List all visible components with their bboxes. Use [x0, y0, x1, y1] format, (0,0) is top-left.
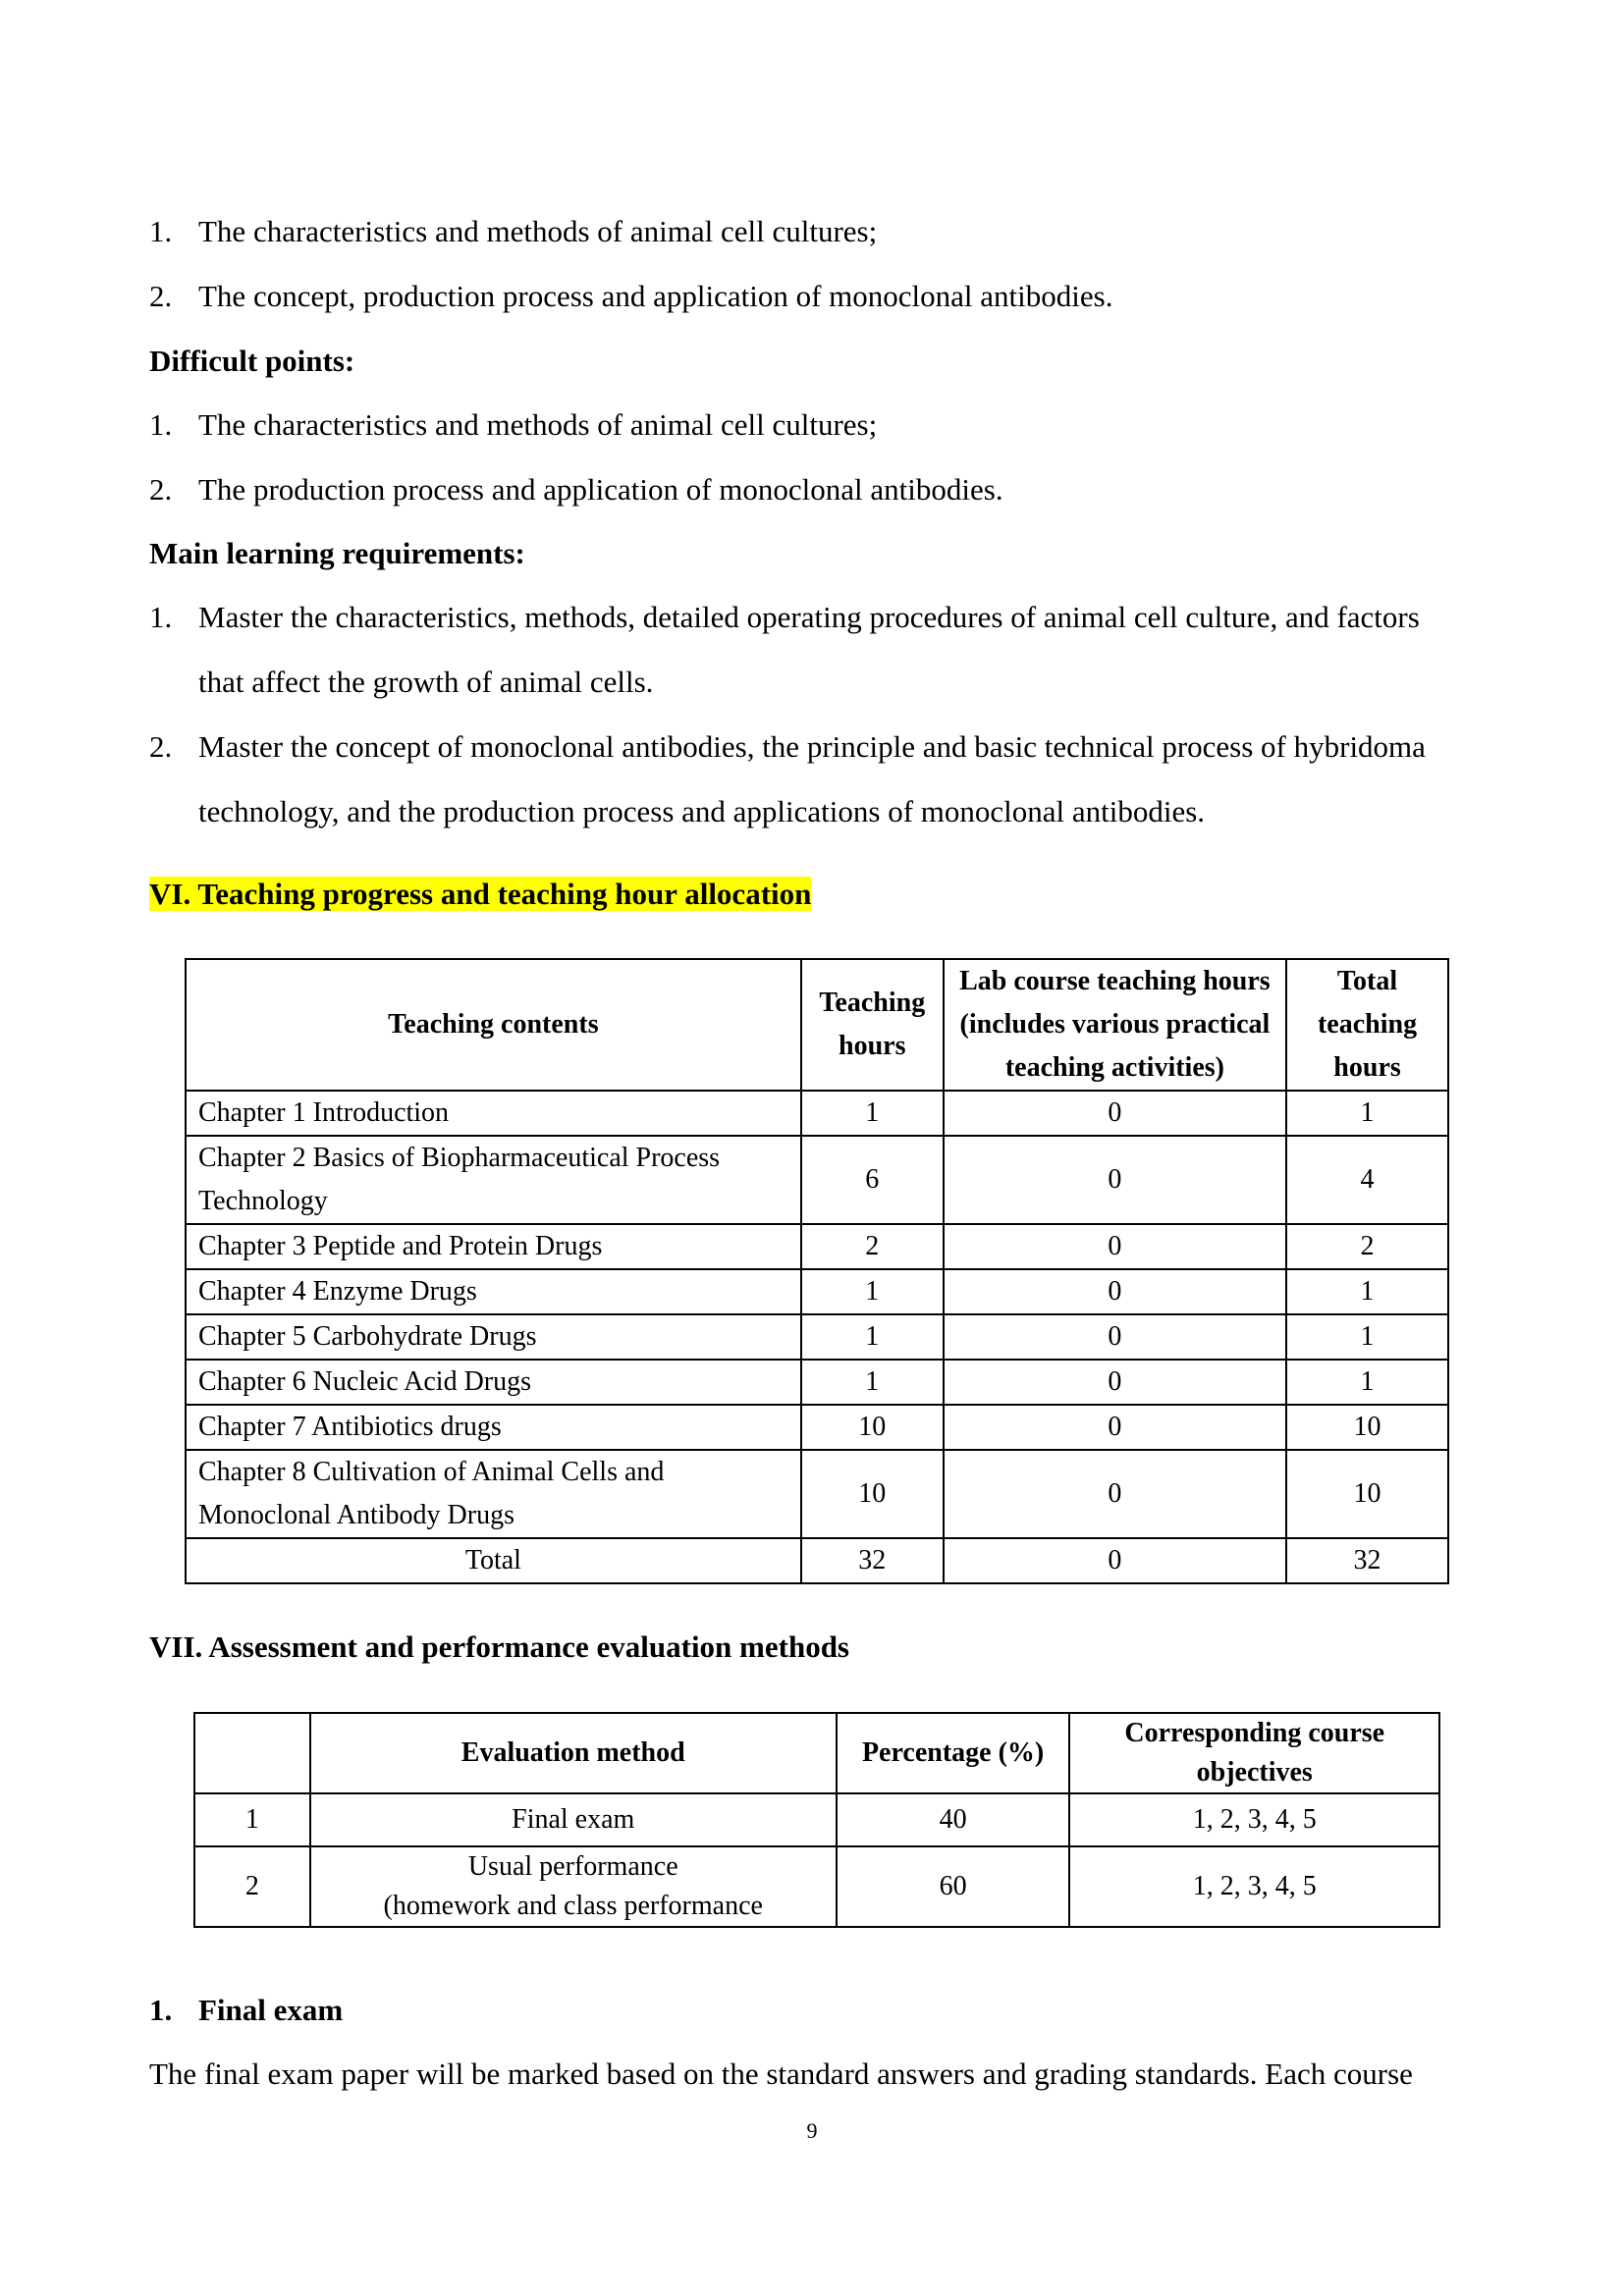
lab-hours-cell: 0 [944, 1360, 1286, 1405]
content-cell: Chapter 3 Peptide and Protein Drugs [186, 1224, 801, 1269]
list-item [149, 715, 1435, 844]
list-number: 1. [149, 600, 173, 634]
total-hours-cell: 1 [1286, 1269, 1448, 1314]
total-hours-cell: 10 [1286, 1450, 1448, 1538]
header-number [194, 1713, 310, 1793]
total-hours-cell: 4 [1286, 1136, 1448, 1224]
method-cell: Final exam [310, 1793, 837, 1846]
total-hours-total-cell: 32 [1286, 1538, 1448, 1583]
teaching-hours-total-cell: 32 [801, 1538, 944, 1583]
learning-requirements-list [149, 585, 1435, 844]
table-row [186, 1405, 1448, 1450]
table-row [194, 1846, 1439, 1927]
content-cell: Chapter 1 Introduction [186, 1091, 801, 1136]
final-exam-heading [149, 1993, 343, 2028]
content-cell: Chapter 2 Basics of Biopharmaceutical Process Technology [186, 1136, 801, 1224]
number-cell: 2 [194, 1846, 310, 1927]
header-teaching-hours: Teaching hours [801, 959, 944, 1091]
percentage-cell: 40 [837, 1793, 1070, 1846]
content-cell: Chapter 7 Antibiotics drugs [186, 1405, 801, 1450]
total-label-cell: Total [186, 1538, 801, 1583]
lab-hours-cell: 0 [944, 1314, 1286, 1360]
objectives-cell: 1, 2, 3, 4, 5 [1069, 1793, 1439, 1846]
heading-text: Final exam [198, 1993, 344, 2027]
number-cell: 1 [194, 1793, 310, 1846]
list-number: 2. [149, 279, 173, 313]
header-course-objectives: Corresponding course objectives [1069, 1713, 1439, 1793]
content-cell: Chapter 5 Carbohydrate Drugs [186, 1314, 801, 1360]
total-hours-cell: 2 [1286, 1224, 1448, 1269]
table-row [186, 1136, 1448, 1224]
header-total-hours: Total teaching hours [1286, 959, 1448, 1091]
table-row [186, 1091, 1448, 1136]
page-number: 9 [806, 2118, 818, 2143]
learning-requirements-heading: Main learning requirements: [149, 536, 525, 570]
list-item [149, 264, 1524, 329]
table-row [186, 1314, 1448, 1360]
header-teaching-contents: Teaching contents [186, 959, 801, 1091]
list-item [149, 585, 1435, 715]
content-cell: Chapter 4 Enzyme Drugs [186, 1269, 801, 1314]
list-text: The concept, production process and application of monoclonal antibodies. [198, 279, 1113, 313]
section-vi-heading [149, 877, 811, 912]
list-number: 2. [149, 472, 173, 507]
list-number: 1. [149, 214, 173, 248]
teaching-hours-table [185, 958, 1449, 1584]
table-row [194, 1793, 1439, 1846]
teaching-hours-cell: 1 [801, 1314, 944, 1360]
teaching-hours-cell: 1 [801, 1091, 944, 1136]
teaching-hours-cell: 1 [801, 1360, 944, 1405]
teaching-hours-cell: 10 [801, 1450, 944, 1538]
heading-number: 1. [149, 1993, 173, 2027]
list-number: 1. [149, 407, 173, 442]
section-vi-heading-text: VI. Teaching progress and teaching hour allocation [149, 877, 812, 911]
list-text: The production process and application of monoclonal antibodies. [198, 472, 1003, 507]
list-item [149, 199, 1524, 264]
table-row [186, 1360, 1448, 1405]
total-hours-cell: 10 [1286, 1405, 1448, 1450]
table-header-row [194, 1713, 1439, 1793]
lab-hours-cell: 0 [944, 1224, 1286, 1269]
lab-hours-cell: 0 [944, 1269, 1286, 1314]
assessment-table [193, 1712, 1440, 1928]
header-evaluation-method: Evaluation method [310, 1713, 837, 1793]
table-total-row [186, 1538, 1448, 1583]
teaching-hours-cell: 2 [801, 1224, 944, 1269]
content-cell: Chapter 8 Cultivation of Animal Cells and Monoclonal Antibody Drugs [186, 1450, 801, 1538]
header-lab-hours: Lab course teaching hours (includes various practical teaching activities) [944, 959, 1286, 1091]
total-hours-cell: 1 [1286, 1314, 1448, 1360]
list-number: 2. [149, 729, 173, 764]
table-row [186, 1269, 1448, 1314]
content-cell: Chapter 6 Nucleic Acid Drugs [186, 1360, 801, 1405]
method-line: (homework and class performance [383, 1891, 763, 1921]
teaching-hours-cell: 1 [801, 1269, 944, 1314]
lab-hours-cell: 0 [944, 1405, 1286, 1450]
list-text: The characteristics and methods of animal cell cultures; [198, 214, 878, 248]
percentage-cell: 60 [837, 1846, 1070, 1927]
list-item [149, 393, 1524, 457]
difficult-points-list [149, 393, 1524, 522]
total-hours-cell: 1 [1286, 1360, 1448, 1405]
method-cell [310, 1846, 837, 1927]
final-exam-paragraph: The final exam paper will be marked based on the standard answers and grading standards. Each course [149, 2056, 1413, 2091]
key-points-list [149, 199, 1524, 329]
lab-hours-total-cell: 0 [944, 1538, 1286, 1583]
lab-hours-cell: 0 [944, 1091, 1286, 1136]
objectives-cell: 1, 2, 3, 4, 5 [1069, 1846, 1439, 1927]
difficult-points-heading: Difficult points: [149, 344, 355, 378]
header-percentage: Percentage (%) [837, 1713, 1070, 1793]
table-row [186, 1224, 1448, 1269]
table-row [186, 1450, 1448, 1538]
lab-hours-cell: 0 [944, 1136, 1286, 1224]
list-text: Master the characteristics, methods, detailed operating procedures of animal cell culture, and factors that affect the growth of animal cells. [198, 600, 1420, 699]
section-vii-heading: VII. Assessment and performance evaluation methods [149, 1629, 849, 1664]
table-header-row [186, 959, 1448, 1091]
list-text: The characteristics and methods of animal cell cultures; [198, 407, 878, 442]
method-line: Usual performance [467, 1851, 678, 1882]
list-item [149, 457, 1524, 522]
list-text: Master the concept of monoclonal antibodies, the principle and basic technical process of hybridoma technology, and the production process and applications of monoclonal antibodies. [198, 729, 1426, 828]
total-hours-cell: 1 [1286, 1091, 1448, 1136]
lab-hours-cell: 0 [944, 1450, 1286, 1538]
teaching-hours-cell: 10 [801, 1405, 944, 1450]
teaching-hours-cell: 6 [801, 1136, 944, 1224]
